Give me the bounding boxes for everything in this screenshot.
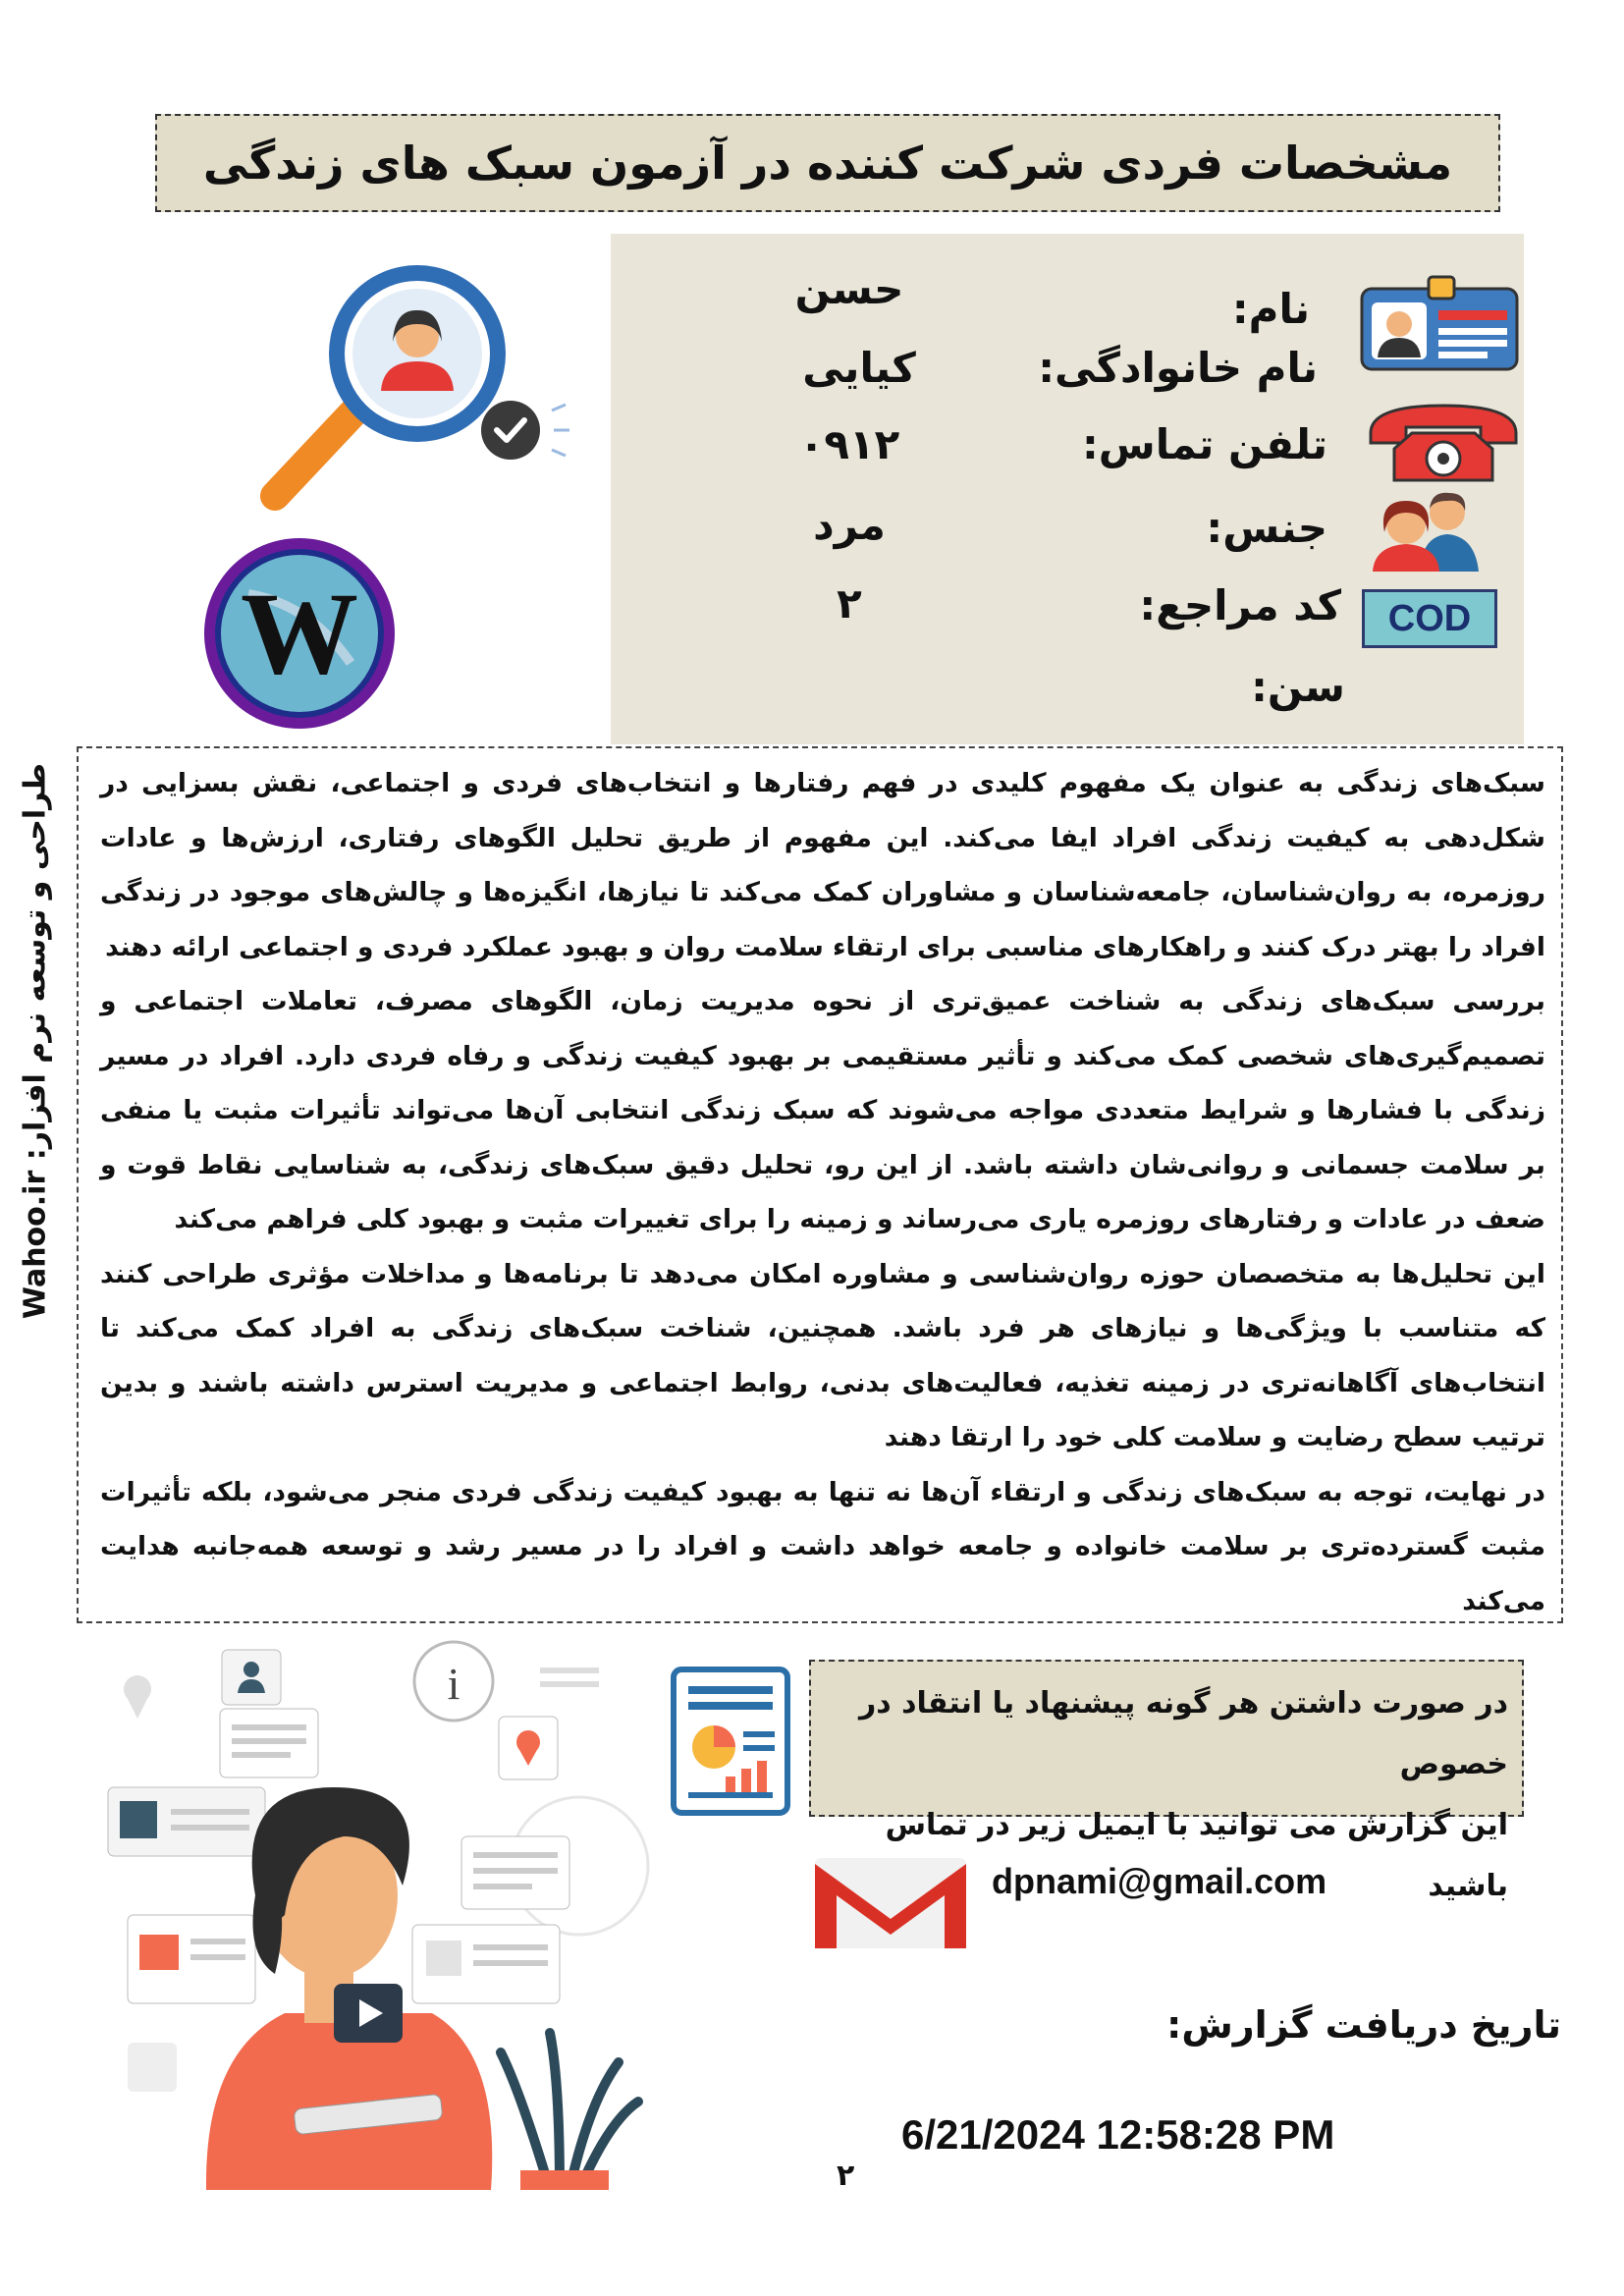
phone-value: ۰۹۱۲ (798, 420, 900, 468)
feedback-line-1: در صورت داشتن هر گونه پیشنهاد یا انتقاد در خصوص (858, 1686, 1508, 1781)
report-date-label: تاریخ دریافت گزارش: (1166, 2003, 1561, 2047)
phone-icon (1365, 398, 1522, 486)
title-banner (155, 114, 1500, 212)
report-date-value: 6/21/2024 12:58:28 PM (901, 2111, 1335, 2158)
gender-label: جنس: (1206, 504, 1327, 552)
family-value: کیایی (802, 344, 916, 392)
svg-text:i: i (447, 1659, 460, 1709)
gender-value: مرد (813, 501, 886, 549)
page-number: ۲ (837, 2159, 855, 2193)
id-card-icon (1360, 275, 1519, 371)
person-illustration (88, 1640, 658, 2190)
name-label: نام: (1231, 285, 1310, 333)
code-label: کد مراجع: (1139, 581, 1341, 629)
body-paragraph-1: سبک‌های زندگی به عنوان یک مفهوم کلیدی در فهم رفتارها و انتخاب‌های فردی و اجتماعی، نقش بسزایی در شکل‌دهی به کیفیت زندگی افراد ایفا می‌کند. این مفهوم از طریق تحلیل الگوهای رفتاری، ارزش‌ها و عادات روزمره، به روان‌شناسان، جامعه‌شناسان و مشاوران کمک می‌کند تا نیازها، انگیزه‌ها و چالش‌های موجود در زندگی افراد را بهتر درک کنند و راهکارهای مناسبی برای ارتقاء سلامت روان و بهبود عملکرد فردی و اجتماعی ارائه دهند (100, 768, 1545, 962)
body-text-box (77, 746, 1563, 1623)
age-label: سن: (1251, 663, 1345, 711)
body-paragraph-4: در نهایت، توجه به سبک‌های زندگی و ارتقاء آن‌ها نه تنها به بهبود کیفیت زندگی فردی منجر می‌شود، بلکه تأثیرات مثبت گسترده‌تری بر سلامت خانواده و جامعه خواهد داشت و افراد را در مسیر رشد و توسعه همه‌جانبه هدایت می‌کند (100, 1476, 1545, 1616)
side-credit (8, 762, 63, 1320)
svg-text:W: W (241, 568, 358, 698)
name-value: حسن (794, 265, 904, 313)
side-credit-text: طراحی و توسعه نرم افزار: Wahoo.ir (18, 762, 53, 1320)
cod-badge-icon: COD (1362, 589, 1497, 648)
feedback-line-2: این گزارش می توانید با ایمیل زیر در تماس باشید (885, 1808, 1508, 1903)
phone-label: تلفن تماس: (1081, 420, 1327, 468)
code-value: ۲ (837, 579, 862, 628)
user-search-icon (245, 265, 589, 520)
page-title: مشخصات فردی شرکت کننده در آزمون سبک های زندگی (202, 137, 1453, 190)
contact-email[interactable]: dpnami@gmail.com (992, 1861, 1327, 1901)
report-chart-icon (671, 1667, 790, 1816)
body-paragraph-2: بررسی سبک‌های زندگی به شناخت عمیق‌تری از نحوه مدیریت زمان، الگوهای مصرف، تعاملات اجتماعی و تصمیم‌گیری‌های شخصی کمک می‌کند و تأثیر مستقیمی بر بهبود کیفیت زندگی و رفاه فردی دارد. افراد در مسیر زندگی با فشارها و شرایط متعددی مواجه می‌شوند که سبک زندگی انتخابی آن‌ها می‌تواند تأثیرات مثبت یا منفی بر سلامت جسمانی و روانی‌شان داشته باشد. از این رو، تحلیل دقیق سبک‌های زندگی، به شناسایی نقاط قوت و ضعف در عادات و رفتارهای روزمره یاری می‌رساند و زمینه را برای تغییرات مثبت و بهبود کلی فراهم می‌کند (100, 986, 1545, 1234)
gmail-icon (811, 1854, 970, 1952)
family-label: نام خانوادگی: (1038, 344, 1318, 392)
gender-icon (1363, 489, 1489, 572)
wahoo-logo (201, 535, 398, 732)
body-paragraph-3: این تحلیل‌ها به متخصصان حوزه روان‌شناسی و مشاوره امکان می‌دهد تا برنامه‌ها و مداخلات مؤثری طراحی کنند که متناسب با ویژگی‌ها و نیازهای هر فرد باشد. همچنین، شناخت سبک‌های زندگی به افراد کمک می‌کند تا انتخاب‌های آگاهانه‌تری در زمینه تغذیه، فعالیت‌های بدنی، روابط اجتماعی و مدیریت استرس داشته باشند و بدین ترتیب سطح رضایت و سلامت کلی خود را ارتقا دهند (100, 1258, 1545, 1452)
